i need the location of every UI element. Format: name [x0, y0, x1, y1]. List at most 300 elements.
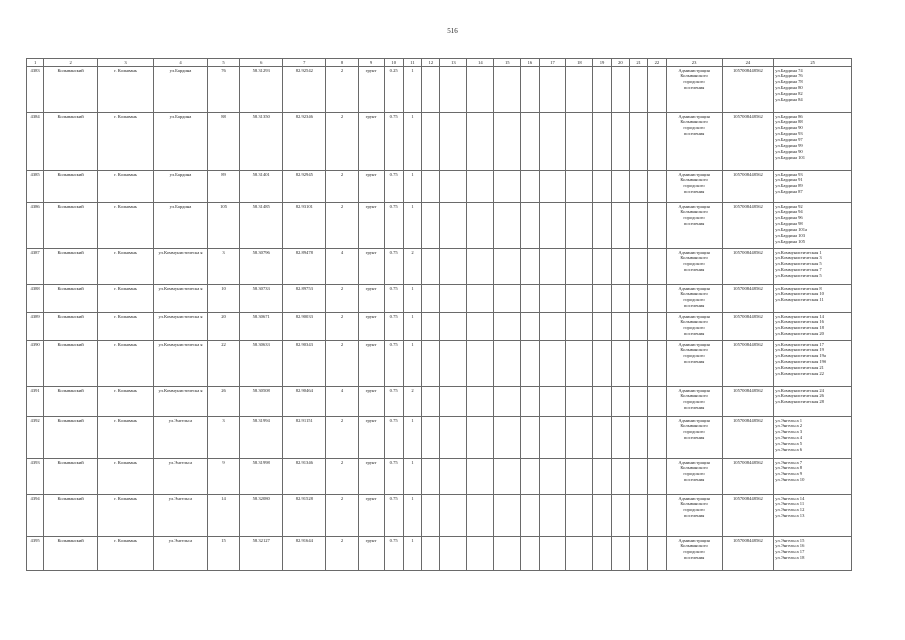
count-cell: 1 [403, 285, 421, 313]
empty-cell [593, 537, 611, 571]
latitude-cell: 58.31485 [240, 203, 283, 249]
record-number: 4389 [27, 313, 44, 341]
address-line: ул.Энгельса 11 [775, 501, 805, 507]
empty-cell [593, 341, 611, 387]
address-line: ул.Бардина 90 [775, 125, 803, 131]
empty-cell [566, 113, 593, 171]
owner-line: Колыванского [680, 423, 708, 429]
address-line: ул.Энгельса 14 [775, 495, 805, 501]
address-line: ул.Бардина 91 [775, 177, 803, 183]
column-number-24: 24 [722, 59, 774, 67]
ogrn-cell: 1057008448562 [722, 249, 774, 285]
settlement-cell: г. Колывань [98, 313, 154, 341]
empty-cell [539, 249, 566, 285]
house-cell: 15 [207, 537, 239, 571]
empty-cell [629, 387, 647, 417]
empty-cell [440, 495, 467, 537]
house-cell: 88 [207, 113, 239, 171]
surface-cell: грунт [358, 459, 384, 495]
address-line: ул.Коммунистическая 19 [775, 347, 824, 353]
district-cell: Колыванский [44, 417, 98, 459]
address-line: ул.Бардина 94 [775, 209, 803, 215]
column-number-1: 1 [27, 59, 44, 67]
empty-cell [494, 313, 521, 341]
house-cell: 20 [207, 313, 239, 341]
empty-cell [440, 67, 467, 113]
record-number: 4385 [27, 171, 44, 203]
empty-cell [422, 417, 440, 459]
longitude-cell: 82.90033 [283, 313, 326, 341]
owner-line: Администрация [678, 67, 710, 73]
empty-cell [566, 537, 593, 571]
empty-cell [521, 417, 539, 459]
empty-cell [593, 171, 611, 203]
empty-cell [611, 203, 629, 249]
empty-cell [539, 387, 566, 417]
street-cell: ул.Энгельса [154, 495, 208, 537]
column-number-10: 10 [384, 59, 403, 67]
count-cell: 1 [403, 459, 421, 495]
empty-cell [467, 417, 494, 459]
empty-cell [539, 171, 566, 203]
latitude-cell: 58.30633 [240, 341, 283, 387]
owner-line: Колыванского [680, 119, 708, 125]
count-cell: 1 [403, 495, 421, 537]
address-line: ул.Коммунистическая 14 [775, 313, 824, 319]
column-number-2: 2 [44, 59, 98, 67]
district-cell: Колыванский [44, 171, 98, 203]
owner-line: Администрация [678, 341, 710, 347]
address-line: ул.Коммунистическая 19а [775, 353, 826, 359]
owner-cell [666, 537, 722, 571]
longitude-cell: 82.90343 [283, 341, 326, 387]
owner-cell [666, 67, 722, 113]
addresses-cell [774, 417, 852, 459]
longitude-cell: 82.89753 [283, 285, 326, 313]
owner-cell [666, 113, 722, 171]
owner-line: городского [683, 353, 705, 359]
address-line: ул.Коммунистическая 5 [775, 261, 822, 267]
count-cell: 1 [403, 203, 421, 249]
empty-cell [494, 203, 521, 249]
empty-cell [629, 341, 647, 387]
empty-cell [440, 417, 467, 459]
empty-cell [611, 459, 629, 495]
address-line: ул.Энгельса 7 [775, 459, 803, 465]
empty-cell [440, 387, 467, 417]
owner-line: поселения [683, 513, 705, 519]
length-cell: 0.75 [384, 203, 403, 249]
street-cell: ул.Коммунистическа я [154, 341, 208, 387]
column-number-25: 25 [774, 59, 852, 67]
owner-line: городского [683, 261, 705, 267]
settlement-cell: г. Колывань [98, 387, 154, 417]
owner-line: Колыванского [680, 347, 708, 353]
empty-cell [593, 387, 611, 417]
address-line: ул.Энгельса 2 [775, 423, 803, 429]
street-cell: ул.Бардина [154, 113, 208, 171]
longitude-cell: 82.93101 [283, 203, 326, 249]
owner-line: поселения [683, 303, 705, 309]
empty-cell [629, 459, 647, 495]
owner-line: городского [683, 125, 705, 131]
owner-cell [666, 341, 722, 387]
address-line: ул.Энгельса 18 [775, 555, 805, 561]
address-line: ул.Бардина 96 [775, 215, 803, 221]
empty-cell [422, 203, 440, 249]
record-number: 4391 [27, 387, 44, 417]
column-number-5: 5 [207, 59, 239, 67]
table-row [27, 285, 852, 313]
count-cell: 1 [403, 313, 421, 341]
empty-cell [422, 313, 440, 341]
owner-line: Администрация [678, 203, 710, 209]
empty-cell [440, 249, 467, 285]
owner-line: Колыванского [680, 209, 708, 215]
empty-cell [611, 387, 629, 417]
owner-line: городского [683, 399, 705, 405]
house-cell: 9 [207, 459, 239, 495]
empty-cell [593, 285, 611, 313]
empty-cell [539, 285, 566, 313]
empty-cell [566, 171, 593, 203]
empty-cell [494, 67, 521, 113]
empty-cell [629, 285, 647, 313]
owner-line: Колыванского [680, 319, 708, 325]
ogrn-cell: 1057008448562 [722, 341, 774, 387]
table-row [27, 537, 852, 571]
empty-cell [440, 537, 467, 571]
owner-line: городского [683, 325, 705, 331]
count-cell: 1 [403, 537, 421, 571]
empty-cell [648, 249, 666, 285]
capacity-cell: 2 [326, 171, 358, 203]
address-line: ул.Бардина 93 [775, 171, 803, 177]
capacity-cell: 2 [326, 459, 358, 495]
address-line: ул.Бардина 99 [775, 143, 803, 149]
ogrn-cell: 1057008448562 [722, 113, 774, 171]
table-row [27, 417, 852, 459]
owner-line: Колыванского [680, 465, 708, 471]
owner-line: Администрация [678, 387, 710, 393]
owner-line: Администрация [678, 249, 710, 255]
owner-cell [666, 249, 722, 285]
owner-line: городского [683, 183, 705, 189]
surface-cell: грунт [358, 537, 384, 571]
surface-cell: грунт [358, 67, 384, 113]
owner-line: городского [683, 297, 705, 303]
empty-cell [629, 417, 647, 459]
table-row [27, 341, 852, 387]
address-line: ул.Коммунистическая 20 [775, 331, 824, 337]
column-number-6: 6 [240, 59, 283, 67]
empty-cell [521, 67, 539, 113]
house-cell: 3 [207, 249, 239, 285]
empty-cell [566, 387, 593, 417]
empty-cell [648, 285, 666, 313]
ogrn-cell: 1057008448562 [722, 313, 774, 341]
empty-cell [521, 341, 539, 387]
capacity-cell: 2 [326, 495, 358, 537]
empty-cell [521, 459, 539, 495]
length-cell: 0.75 [384, 113, 403, 171]
length-cell: 0.75 [384, 341, 403, 387]
empty-cell [566, 459, 593, 495]
count-cell: 1 [403, 67, 421, 113]
settlement-cell: г. Колывань [98, 417, 154, 459]
addresses-cell [774, 249, 852, 285]
settlement-cell: г. Колывань [98, 537, 154, 571]
district-cell: Колыванский [44, 113, 98, 171]
empty-cell [494, 387, 521, 417]
empty-cell [467, 249, 494, 285]
count-cell: 2 [403, 387, 421, 417]
longitude-cell: 82.89478 [283, 249, 326, 285]
empty-cell [521, 313, 539, 341]
empty-cell [566, 341, 593, 387]
page-number: 516 [447, 27, 458, 35]
empty-cell [494, 341, 521, 387]
empty-cell [521, 387, 539, 417]
empty-cell [648, 495, 666, 537]
addresses-cell [774, 113, 852, 171]
owner-cell [666, 171, 722, 203]
address-line: ул.Коммунистическая 28 [775, 399, 824, 405]
house-cell: 26 [207, 387, 239, 417]
addresses-cell [774, 171, 852, 203]
latitude-cell: 58.31401 [240, 171, 283, 203]
owner-cell [666, 417, 722, 459]
settlement-cell: г. Колывань [98, 285, 154, 313]
empty-cell [629, 313, 647, 341]
owner-cell [666, 495, 722, 537]
empty-cell [611, 341, 629, 387]
owner-line: поселения [683, 435, 705, 441]
address-line: ул.Энгельса 6 [775, 447, 803, 453]
owner-line: Администрация [678, 459, 710, 465]
empty-cell [648, 459, 666, 495]
empty-cell [467, 341, 494, 387]
owner-line: городского [683, 429, 705, 435]
longitude-cell: 82.92542 [283, 67, 326, 113]
address-line: ул.Бардина 103 [775, 233, 806, 239]
table-row [27, 113, 852, 171]
address-line: ул.Коммунистическая 7 [775, 267, 822, 273]
longitude-cell: 82.91346 [283, 459, 326, 495]
street-cell: ул.Коммунистическа я [154, 285, 208, 313]
length-cell: 0.75 [384, 417, 403, 459]
empty-cell [566, 203, 593, 249]
empty-cell [611, 537, 629, 571]
latitude-cell: 58.30671 [240, 313, 283, 341]
empty-cell [440, 285, 467, 313]
owner-line: городского [683, 79, 705, 85]
empty-cell [611, 313, 629, 341]
surface-cell: грунт [358, 387, 384, 417]
district-cell: Колыванский [44, 387, 98, 417]
count-cell: 2 [403, 249, 421, 285]
column-number-15: 15 [494, 59, 521, 67]
owner-line: Колыванского [680, 393, 708, 399]
address-line: ул.Бардина 88 [775, 119, 803, 125]
district-cell: Колыванский [44, 341, 98, 387]
address-line: ул.Энгельса 3 [775, 429, 803, 435]
longitude-cell: 82.91528 [283, 495, 326, 537]
address-line: ул.Бардина 78 [775, 79, 803, 85]
address-line: ул.Энгельса 10 [775, 477, 805, 483]
settlement-cell: г. Колывань [98, 459, 154, 495]
empty-cell [611, 113, 629, 171]
surface-cell: грунт [358, 203, 384, 249]
empty-cell [440, 313, 467, 341]
empty-cell [521, 113, 539, 171]
empty-cell [593, 113, 611, 171]
empty-cell [422, 537, 440, 571]
address-line: ул.Бардина 84 [775, 97, 803, 103]
owner-line: поселения [683, 331, 705, 337]
latitude-cell: 58.32080 [240, 495, 283, 537]
owner-line: Администрация [678, 113, 710, 119]
empty-cell [648, 171, 666, 203]
column-number-16: 16 [521, 59, 539, 67]
capacity-cell: 2 [326, 341, 358, 387]
address-line: ул.Бардина 98 [775, 221, 803, 227]
record-number: 4393 [27, 459, 44, 495]
empty-cell [467, 459, 494, 495]
empty-cell [611, 249, 629, 285]
empty-cell [648, 387, 666, 417]
empty-cell [593, 459, 611, 495]
column-number-19: 19 [593, 59, 611, 67]
street-cell: ул.Энгельса [154, 459, 208, 495]
column-number-20: 20 [611, 59, 629, 67]
column-number-7: 7 [283, 59, 326, 67]
address-line: ул.Коммунистическая 26 [775, 393, 824, 399]
capacity-cell: 2 [326, 537, 358, 571]
district-cell: Колыванский [44, 67, 98, 113]
address-line: ул.Энгельса 13 [775, 513, 805, 519]
table-row [27, 387, 852, 417]
owner-line: Колыванского [680, 255, 708, 261]
length-cell: 0.75 [384, 171, 403, 203]
address-line: ул.Коммунистическая 8 [775, 285, 822, 291]
settlement-cell: г. Колывань [98, 113, 154, 171]
address-line: ул.Бардина 89 [775, 183, 803, 189]
empty-cell [521, 495, 539, 537]
empty-cell [566, 313, 593, 341]
owner-cell [666, 387, 722, 417]
settlement-cell: г. Колывань [98, 67, 154, 113]
empty-cell [566, 495, 593, 537]
empty-cell [494, 495, 521, 537]
latitude-cell: 58.31293 [240, 67, 283, 113]
latitude-cell: 58.30508 [240, 387, 283, 417]
empty-cell [593, 495, 611, 537]
empty-cell [629, 171, 647, 203]
address-line: ул.Коммунистическая 16 [775, 319, 824, 325]
empty-cell [494, 417, 521, 459]
length-cell: 0.75 [384, 313, 403, 341]
owner-line: поселения [683, 221, 705, 227]
empty-cell [611, 417, 629, 459]
table-row [27, 171, 852, 203]
owner-line: Администрация [678, 537, 710, 543]
owner-line: городского [683, 507, 705, 513]
empty-cell [422, 495, 440, 537]
column-number-4: 4 [154, 59, 208, 67]
empty-cell [611, 67, 629, 113]
empty-cell [593, 249, 611, 285]
owner-line: поселения [683, 477, 705, 483]
address-line: ул.Бардина 87 [775, 189, 803, 195]
house-cell: 10 [207, 285, 239, 313]
empty-cell [539, 417, 566, 459]
owner-line: городского [683, 215, 705, 221]
ogrn-cell: 1057008448562 [722, 495, 774, 537]
address-line: ул.Энгельса 9 [775, 471, 803, 477]
empty-cell [494, 249, 521, 285]
capacity-cell: 2 [326, 285, 358, 313]
column-number-13: 13 [440, 59, 467, 67]
roads-register-table [26, 58, 852, 571]
addresses-cell [774, 313, 852, 341]
length-cell: 0.75 [384, 495, 403, 537]
owner-line: Колыванского [680, 177, 708, 183]
latitude-cell: 58.32127 [240, 537, 283, 571]
house-cell: 105 [207, 203, 239, 249]
district-cell: Колыванский [44, 285, 98, 313]
surface-cell: грунт [358, 495, 384, 537]
addresses-cell [774, 387, 852, 417]
surface-cell: грунт [358, 341, 384, 387]
addresses-cell [774, 495, 852, 537]
surface-cell: грунт [358, 313, 384, 341]
address-line: ул.Бардина 90 [775, 148, 803, 154]
record-number: 4387 [27, 249, 44, 285]
address-line: ул.Энгельса 12 [775, 507, 805, 513]
empty-cell [648, 113, 666, 171]
address-line: ул.Энгельса 1 [775, 417, 803, 423]
address-line: ул.Коммунистическая 21 [775, 365, 824, 371]
table-row [27, 313, 852, 341]
ogrn-cell: 1057008448562 [722, 67, 774, 113]
empty-cell [539, 113, 566, 171]
address-line: ул.Бардина 105 [775, 238, 806, 244]
empty-cell [521, 171, 539, 203]
capacity-cell: 2 [326, 67, 358, 113]
empty-cell [467, 203, 494, 249]
capacity-cell: 2 [326, 113, 358, 171]
count-cell: 1 [403, 417, 421, 459]
owner-line: городского [683, 549, 705, 555]
house-cell: 3 [207, 417, 239, 459]
longitude-cell: 82.92945 [283, 171, 326, 203]
address-line: ул.Коммунистическая 19б [775, 359, 827, 365]
empty-cell [539, 341, 566, 387]
latitude-cell: 58.30733 [240, 285, 283, 313]
empty-cell [539, 537, 566, 571]
empty-cell [629, 495, 647, 537]
length-cell: 0.75 [384, 285, 403, 313]
column-number-22: 22 [648, 59, 666, 67]
latitude-cell: 58.31994 [240, 417, 283, 459]
settlement-cell: г. Колывань [98, 203, 154, 249]
count-cell: 1 [403, 171, 421, 203]
address-line: ул.Бардина 86 [775, 113, 803, 119]
district-cell: Колыванский [44, 313, 98, 341]
table-row [27, 495, 852, 537]
empty-cell [629, 113, 647, 171]
